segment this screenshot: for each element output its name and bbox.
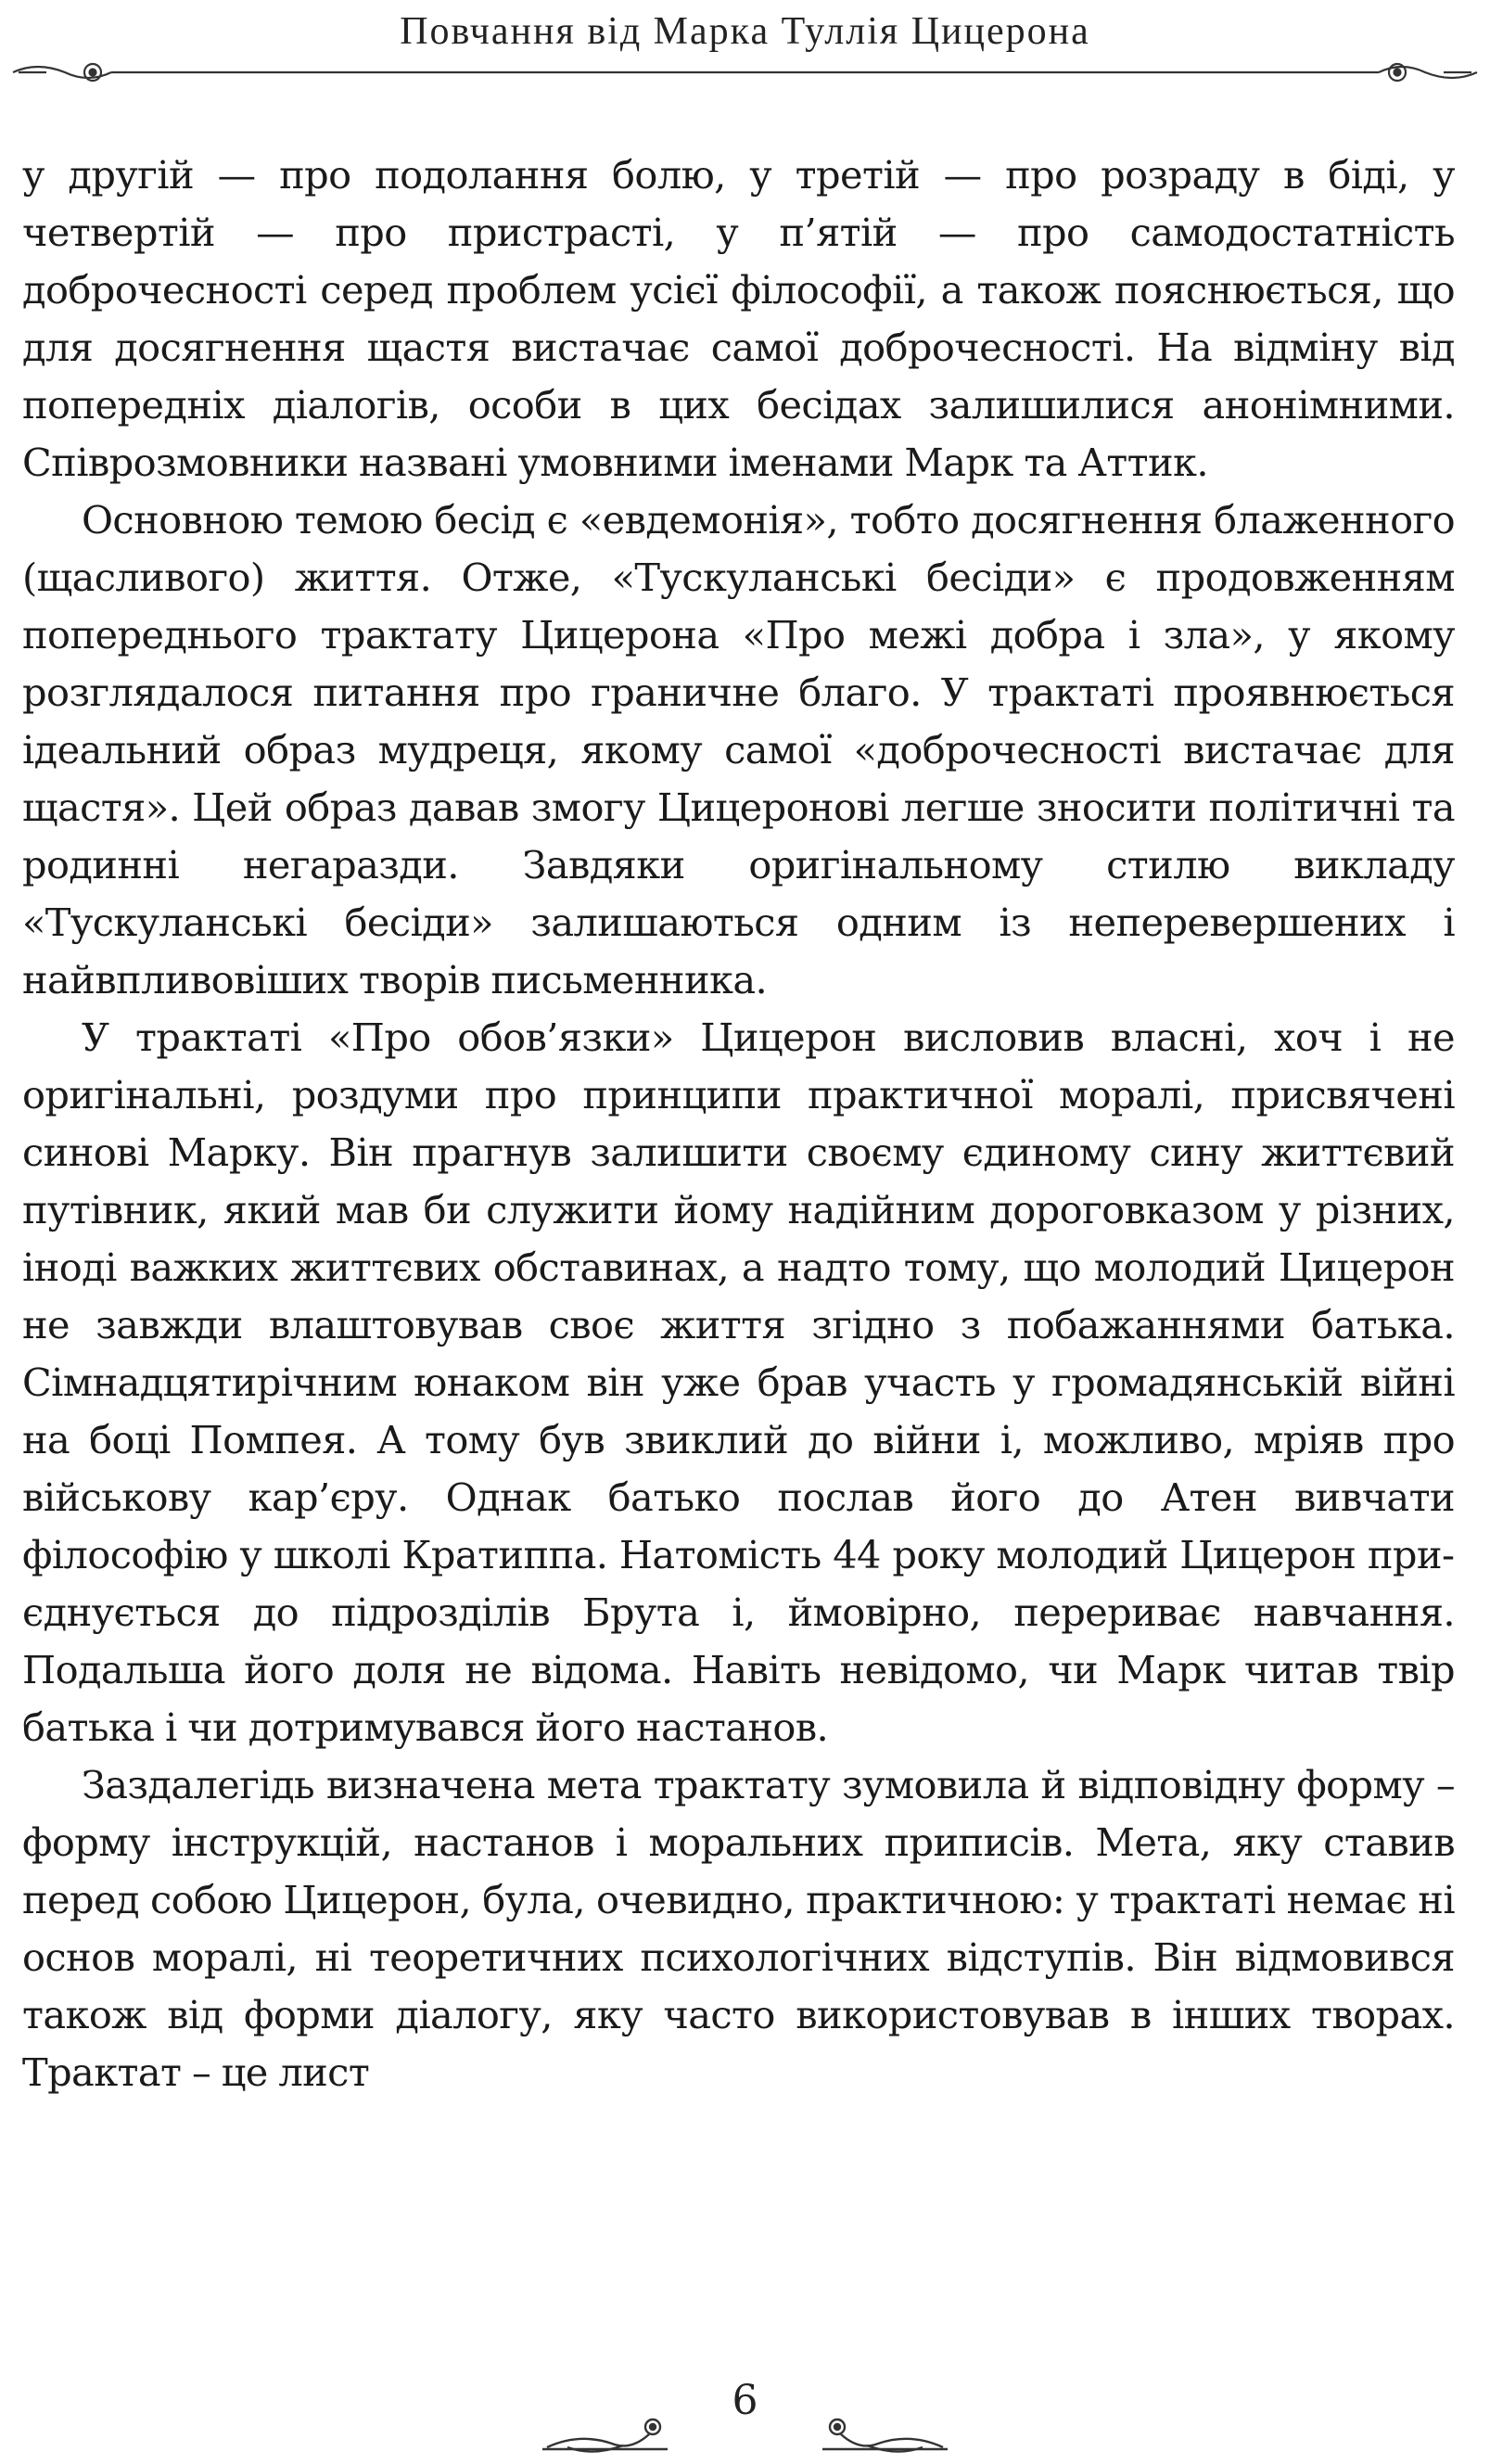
left-flourish-icon — [13, 64, 111, 81]
paragraph: у другій — про подолання болю, у третій — про розраду в біді, у четвертій — про пристрасті, у п’ятій — про самодостатність доброчесності серед проблем усієї філософії, а також пояснюється, що для досягнення щастя вистачає самої доброчесності. На відміну від попередніх діалогів, особи в цих бесідах залишилися анонімними. Співрозмовники названі умовними іменами Марк та Аттик. — [22, 152, 1455, 485]
running-title: Повчання від Марка Туллія Цицерона — [400, 10, 1090, 53]
paragraph: Основною темою бесід є «евдемонія», тобто досягнення блаженного (щасливого) життя. Отже, «Тускуланські бесіди» є продовженням попереднього трактату Цицерона «Про межі добра і зла», у якому розглядалося питання про граничне благо. У трактаті проявнюється ідеальний образ мудреця, якому самої «доброчесності вистачає для щастя». Цей образ давав змогу Цицеронові легше зносити політичні та родинні негаразди. Завдяки оригінальному стилю викладу «Тускуланські бесіди» залишаються одним із неперевершених і найвпливовіших творів письменника. — [22, 497, 1455, 1002]
paragraph: У трактаті «Про обов’язки» Цицерон висловив власні, хоч і не оригінальні, роздуми про принципи практичної моралі, присвячені синові Марку. Він прагнув залишити своєму єдиному сину життєвий путівник, який мав би служити йому надійним дороговказом у різних, іноді важких життєвих обставинах, а надто тому, що молодий Цицерон не завжди влаштовував своє життя згідно з побажаннями батька. Сімнадцятирічним юнаком він уже брав участь у громадянській війні на боці Помпея. А тому був звиклий до війни і, можливо, мріяв про військову кар’єру. Однак батько послав його до Атен вивчати філософію у школі Кратиппа. Натомість 44 року молодий Цицерон приєднується до підрозділів Брута і, ймовірно, перериває навчання. Подальша його доля не відома. Навіть невідомо, чи Марк читав твір батька і чи дотримувався його настанов. — [22, 1015, 1455, 1750]
page-number: 6 — [732, 2377, 758, 2424]
footer-left-flourish-icon — [542, 2419, 668, 2452]
footer-right-flourish-icon — [822, 2419, 948, 2452]
right-flourish-icon — [1379, 64, 1477, 81]
page-header — [0, 0, 1490, 83]
page-body — [22, 147, 1455, 2101]
paragraph: Заздалегідь визначена мета трактату зумовила й відповідну форму – форму інструкцій, настанов і моральних приписів. Мета, яку ставив перед собою Цицерон, була, очевидно, практичною: у трактаті немає ні основ моралі, ні теоретичних психологічних відступів. Він відмовився також від форми діалогу, яку часто використовував в інших творах. Трактат – це лист — [22, 1762, 1455, 2095]
